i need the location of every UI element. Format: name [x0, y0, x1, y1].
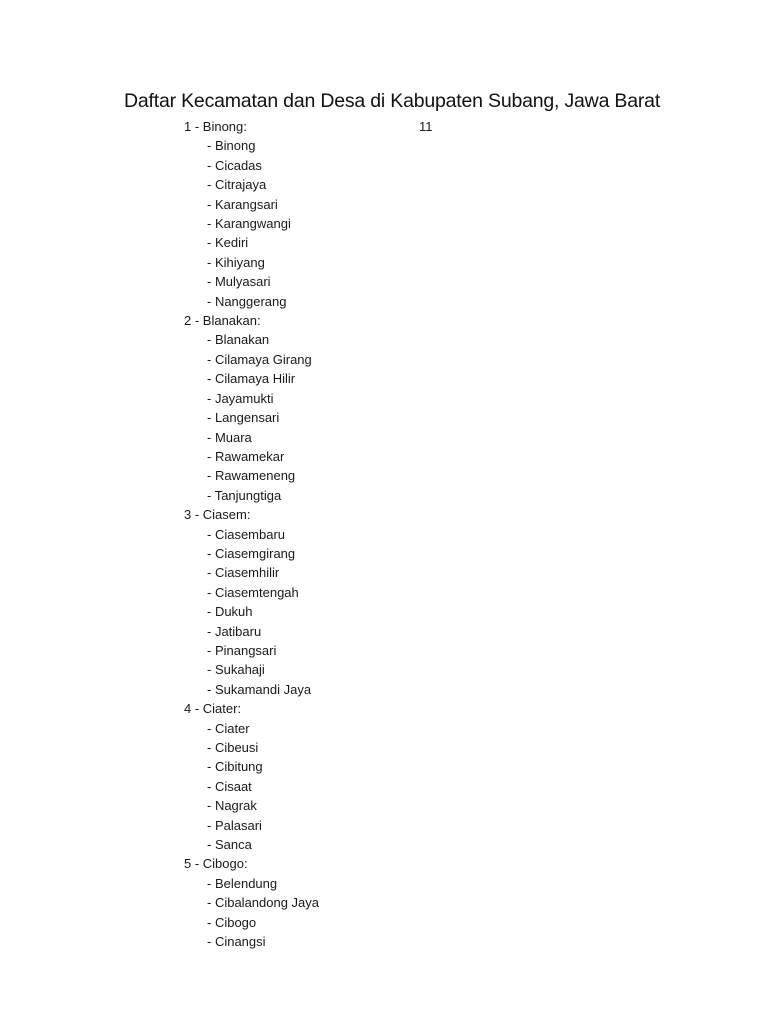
village-item: - Nagrak — [207, 798, 257, 814]
village-item: - Sukamandi Jaya — [207, 681, 312, 697]
page-number: 11 — [419, 119, 433, 134]
district-heading: 2 - Blanakan: — [184, 313, 261, 329]
village-item: - Cibogo — [207, 914, 257, 930]
village-item: - Ciasemgirang — [207, 545, 296, 561]
village-item: - Kediri — [207, 235, 249, 251]
village-item: - Cilamaya Girang — [207, 351, 312, 367]
village-item: - Cinangsi — [207, 934, 266, 950]
village-item: - Binong — [207, 138, 256, 154]
village-item: - Palasari — [207, 817, 262, 833]
district-village-list — [184, 117, 319, 951]
village-item: - Sanca — [207, 837, 252, 853]
village-item: - Mulyasari — [207, 274, 271, 290]
village-item: - Cibitung — [207, 759, 263, 775]
village-item: - Kihiyang — [207, 254, 265, 270]
district-heading: 5 - Cibogo: — [184, 856, 248, 872]
village-item: - Nanggerang — [207, 293, 287, 309]
village-item: - Karangwangi — [207, 216, 291, 232]
village-item: - Citrajaya — [207, 177, 267, 193]
village-item: - Ciasembaru — [207, 526, 286, 542]
village-item: - Cibalandong Jaya — [207, 895, 320, 911]
page-title: Daftar Kecamatan dan Desa di Kabupaten Subang, Jawa Barat — [124, 90, 661, 112]
district-heading: 1 - Binong: — [184, 119, 247, 134]
village-item: - Pinangsari — [207, 642, 277, 658]
village-item: - Jatibaru — [207, 623, 262, 639]
village-item: - Dukuh — [207, 604, 253, 620]
village-item: - Rawamekar — [207, 448, 285, 464]
village-item: - Cicadas — [207, 157, 262, 173]
village-item: - Ciater — [207, 720, 250, 736]
village-item: - Jayamukti — [207, 390, 274, 406]
village-item: - Cilamaya Hilir — [207, 371, 296, 387]
village-item: - Belendung — [207, 875, 278, 891]
village-item: - Tanjungtiga — [207, 487, 282, 503]
village-item: - Muara — [207, 429, 252, 445]
village-item: - Cisaat — [207, 778, 252, 794]
district-heading: 4 - Ciater: — [184, 701, 242, 717]
village-item: - Ciasemtengah — [207, 584, 299, 600]
village-item: - Rawameneng — [207, 468, 296, 484]
district-heading: 3 - Ciasem: — [184, 507, 251, 523]
village-item: - Ciasemhilir — [207, 565, 280, 581]
village-item: - Karangsari — [207, 196, 278, 212]
village-item: - Sukahaji — [207, 662, 265, 678]
village-item: - Langensari — [207, 410, 280, 426]
village-item: - Cibeusi — [207, 740, 259, 755]
village-item: - Blanakan — [207, 332, 270, 348]
